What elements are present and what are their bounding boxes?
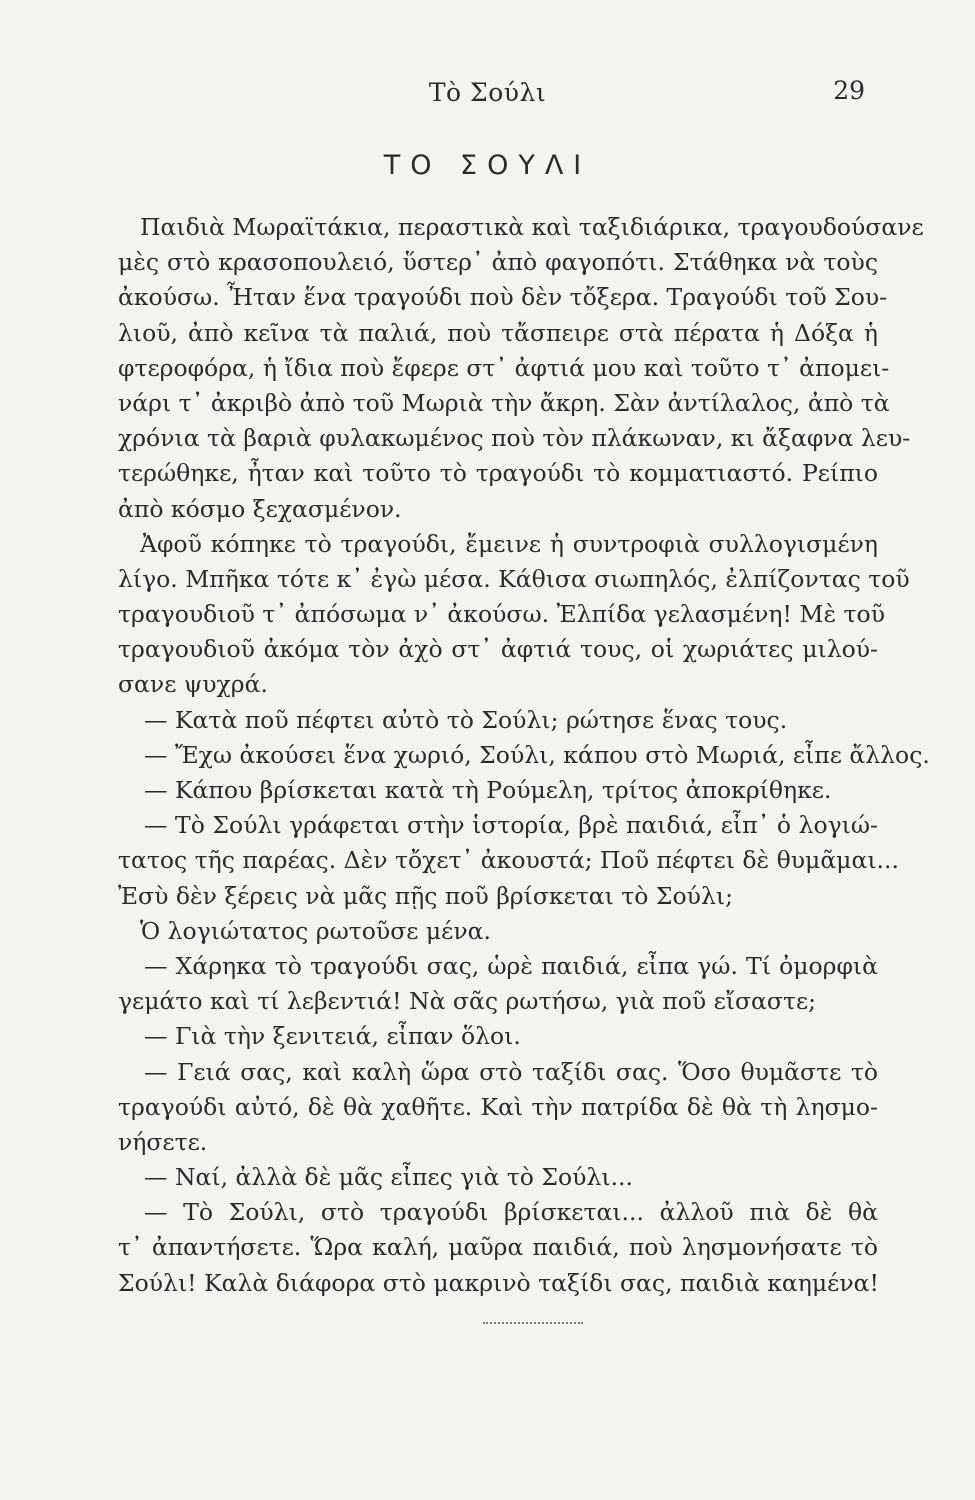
text-line: μὲς στὸ κρασοπουλειό, ὕστερ᾿ ἀπὸ φαγοπότι. Στάθηκα νὰ τοὺς — [118, 248, 878, 277]
text-line: ἀπὸ κόσμο ξεχασμένον. — [118, 494, 402, 523]
text-line: Σούλι! Καλὰ διάφορα στὸ μακρινὸ ταξίδι σας, παιδιὰ καημένα! — [118, 1268, 879, 1297]
text-line: Ἀφοῦ κόπηκε τὸ τραγούδι, ἔμεινε ἡ συντροφιὰ συλλογισμένη — [140, 529, 878, 558]
dialogue-line: — Ἔχω ἀκούσει ἕνα χωριό, Σούλι, κάπου στὸ Μωριά, εἶπε ἄλλος. — [144, 740, 930, 769]
dialogue-line: — Τὸ Σούλι, στὸ τραγούδι βρίσκεται... ἀλλοῦ πιὰ δὲ θὰ — [144, 1198, 878, 1227]
dialogue-line: — Τὸ Σούλι γράφεται στὴν ἱστορία, βρὲ παιδιά, εἶπ᾿ ὁ λογιώ- — [144, 811, 878, 840]
dialogue-line: — Γειά σας, καὶ καλὴ ὥρα στὸ ταξίδι σας. Ὅσο θυμᾶστε τὸ — [144, 1057, 878, 1086]
text-line: νάρι τ᾿ ἀκριβὸ ἀπὸ τοῦ Μωριὰ τὴν ἄκρη. Σὰν ἀντίλαλος, ἀπὸ τὰ — [118, 388, 890, 417]
text-line: Παιδιὰ Μωραϊτάκια, περαστικὰ καὶ ταξιδιάρικα, τραγουδούσανε — [140, 213, 924, 241]
dialogue-line: — Κατὰ ποῦ πέφτει αὐτὸ τὸ Σούλι; ρώτησε ἕνας τους. — [144, 705, 788, 734]
dialogue-line: — Κάπου βρίσκεται κατὰ τὴ Ρούμελη, τρίτος ἀποκρίθηκε. — [144, 776, 832, 804]
section-end-dots — [483, 1322, 583, 1326]
text-line: νήσετε. — [118, 1127, 208, 1156]
chapter-title: ΤΟ ΣΟΥΛΙ — [383, 150, 592, 181]
dialogue-line: — Ναί, ἀλλὰ δὲ μᾶς εἶπες γιὰ τὸ Σούλι... — [144, 1163, 633, 1192]
body-text — [118, 210, 930, 1301]
page-number: 29 — [833, 76, 865, 105]
dialogue-line: — Χάρηκα τὸ τραγούδι σας, ὡρὲ παιδιά, εἶπα γώ. Τί ὀμορφιὰ — [144, 951, 878, 980]
text-line: Ἐσὺ δὲν ξέρεις νὰ μᾶς πῇς ποῦ βρίσκεται τὸ Σούλι; — [118, 881, 733, 910]
running-head — [0, 74, 975, 114]
text-line: γεμάτο καὶ τί λεβεντιά! Νὰ σᾶς ρωτήσω, γιὰ ποῦ εἴσαστε; — [118, 987, 817, 1016]
text-line: χρόνια τὰ βαριὰ φυλακωμένος ποὺ τὸν πλάκωναν, κι ἄξαφνα λευ- — [118, 424, 911, 453]
text-line: τ᾿ ἀπαντήσετε. Ὥρα καλή, μαῦρα παιδιά, ποὺ λησμονήσατε τὸ — [118, 1233, 878, 1262]
text-line: φτεροφόρα, ἡ ἴδια ποὺ ἔφερε στ᾿ ἀφτιά μου καὶ τοῦτο τ᾿ ἀπομει- — [118, 353, 890, 382]
text-line: τραγούδι αὐτό, δὲ θὰ χαθῆτε. Καὶ τὴν πατρίδα δὲ θὰ τὴ λησμο- — [118, 1092, 878, 1121]
text-line: Ὁ λογιώτατος ρωτοῦσε μένα. — [140, 916, 491, 945]
text-line: τερώθηκε, ἦταν καὶ τοῦτο τὸ τραγούδι τὸ κομματιαστό. Ρείπιο — [118, 459, 878, 488]
text-line: ἀκούσω. Ἦταν ἕνα τραγούδι ποὺ δὲν τὄξερα. Τραγούδι τοῦ Σου- — [118, 283, 888, 312]
text-line: λιοῦ, ἀπὸ κεῖνα τὰ παλιά, ποὺ τἄσπειρε στὰ πέρατα ἡ Δόξα ἡ — [118, 318, 878, 347]
text-line: τατος τῆς παρέας. Δὲν τὄχετ᾿ ἀκουστά; Ποῦ πέφτει δὲ θυμᾶμαι... — [118, 846, 899, 875]
text-line: τραγουδιοῦ ἀκόμα τὸν ἀχὸ στ᾿ ἀφτιά τους, οἱ χωριάτες μιλού- — [118, 635, 878, 664]
dialogue-line: — Γιὰ τὴν ξενιτειά, εἶπαν ὅλοι. — [144, 1022, 521, 1051]
text-line: σανε ψυχρά. — [118, 670, 268, 699]
running-title: Τὸ Σούλι — [428, 78, 547, 107]
text-line: τραγουδιοῦ τ᾿ ἀπόσωμα ν᾿ ἀκούσω. Ἐλπίδα γελασμένη! Μὲ τοῦ — [118, 600, 885, 629]
text-line: λίγο. Μπῆκα τότε κ᾿ ἐγὼ μέσα. Κάθισα σιωπηλός, ἐλπίζοντας τοῦ — [118, 564, 910, 593]
